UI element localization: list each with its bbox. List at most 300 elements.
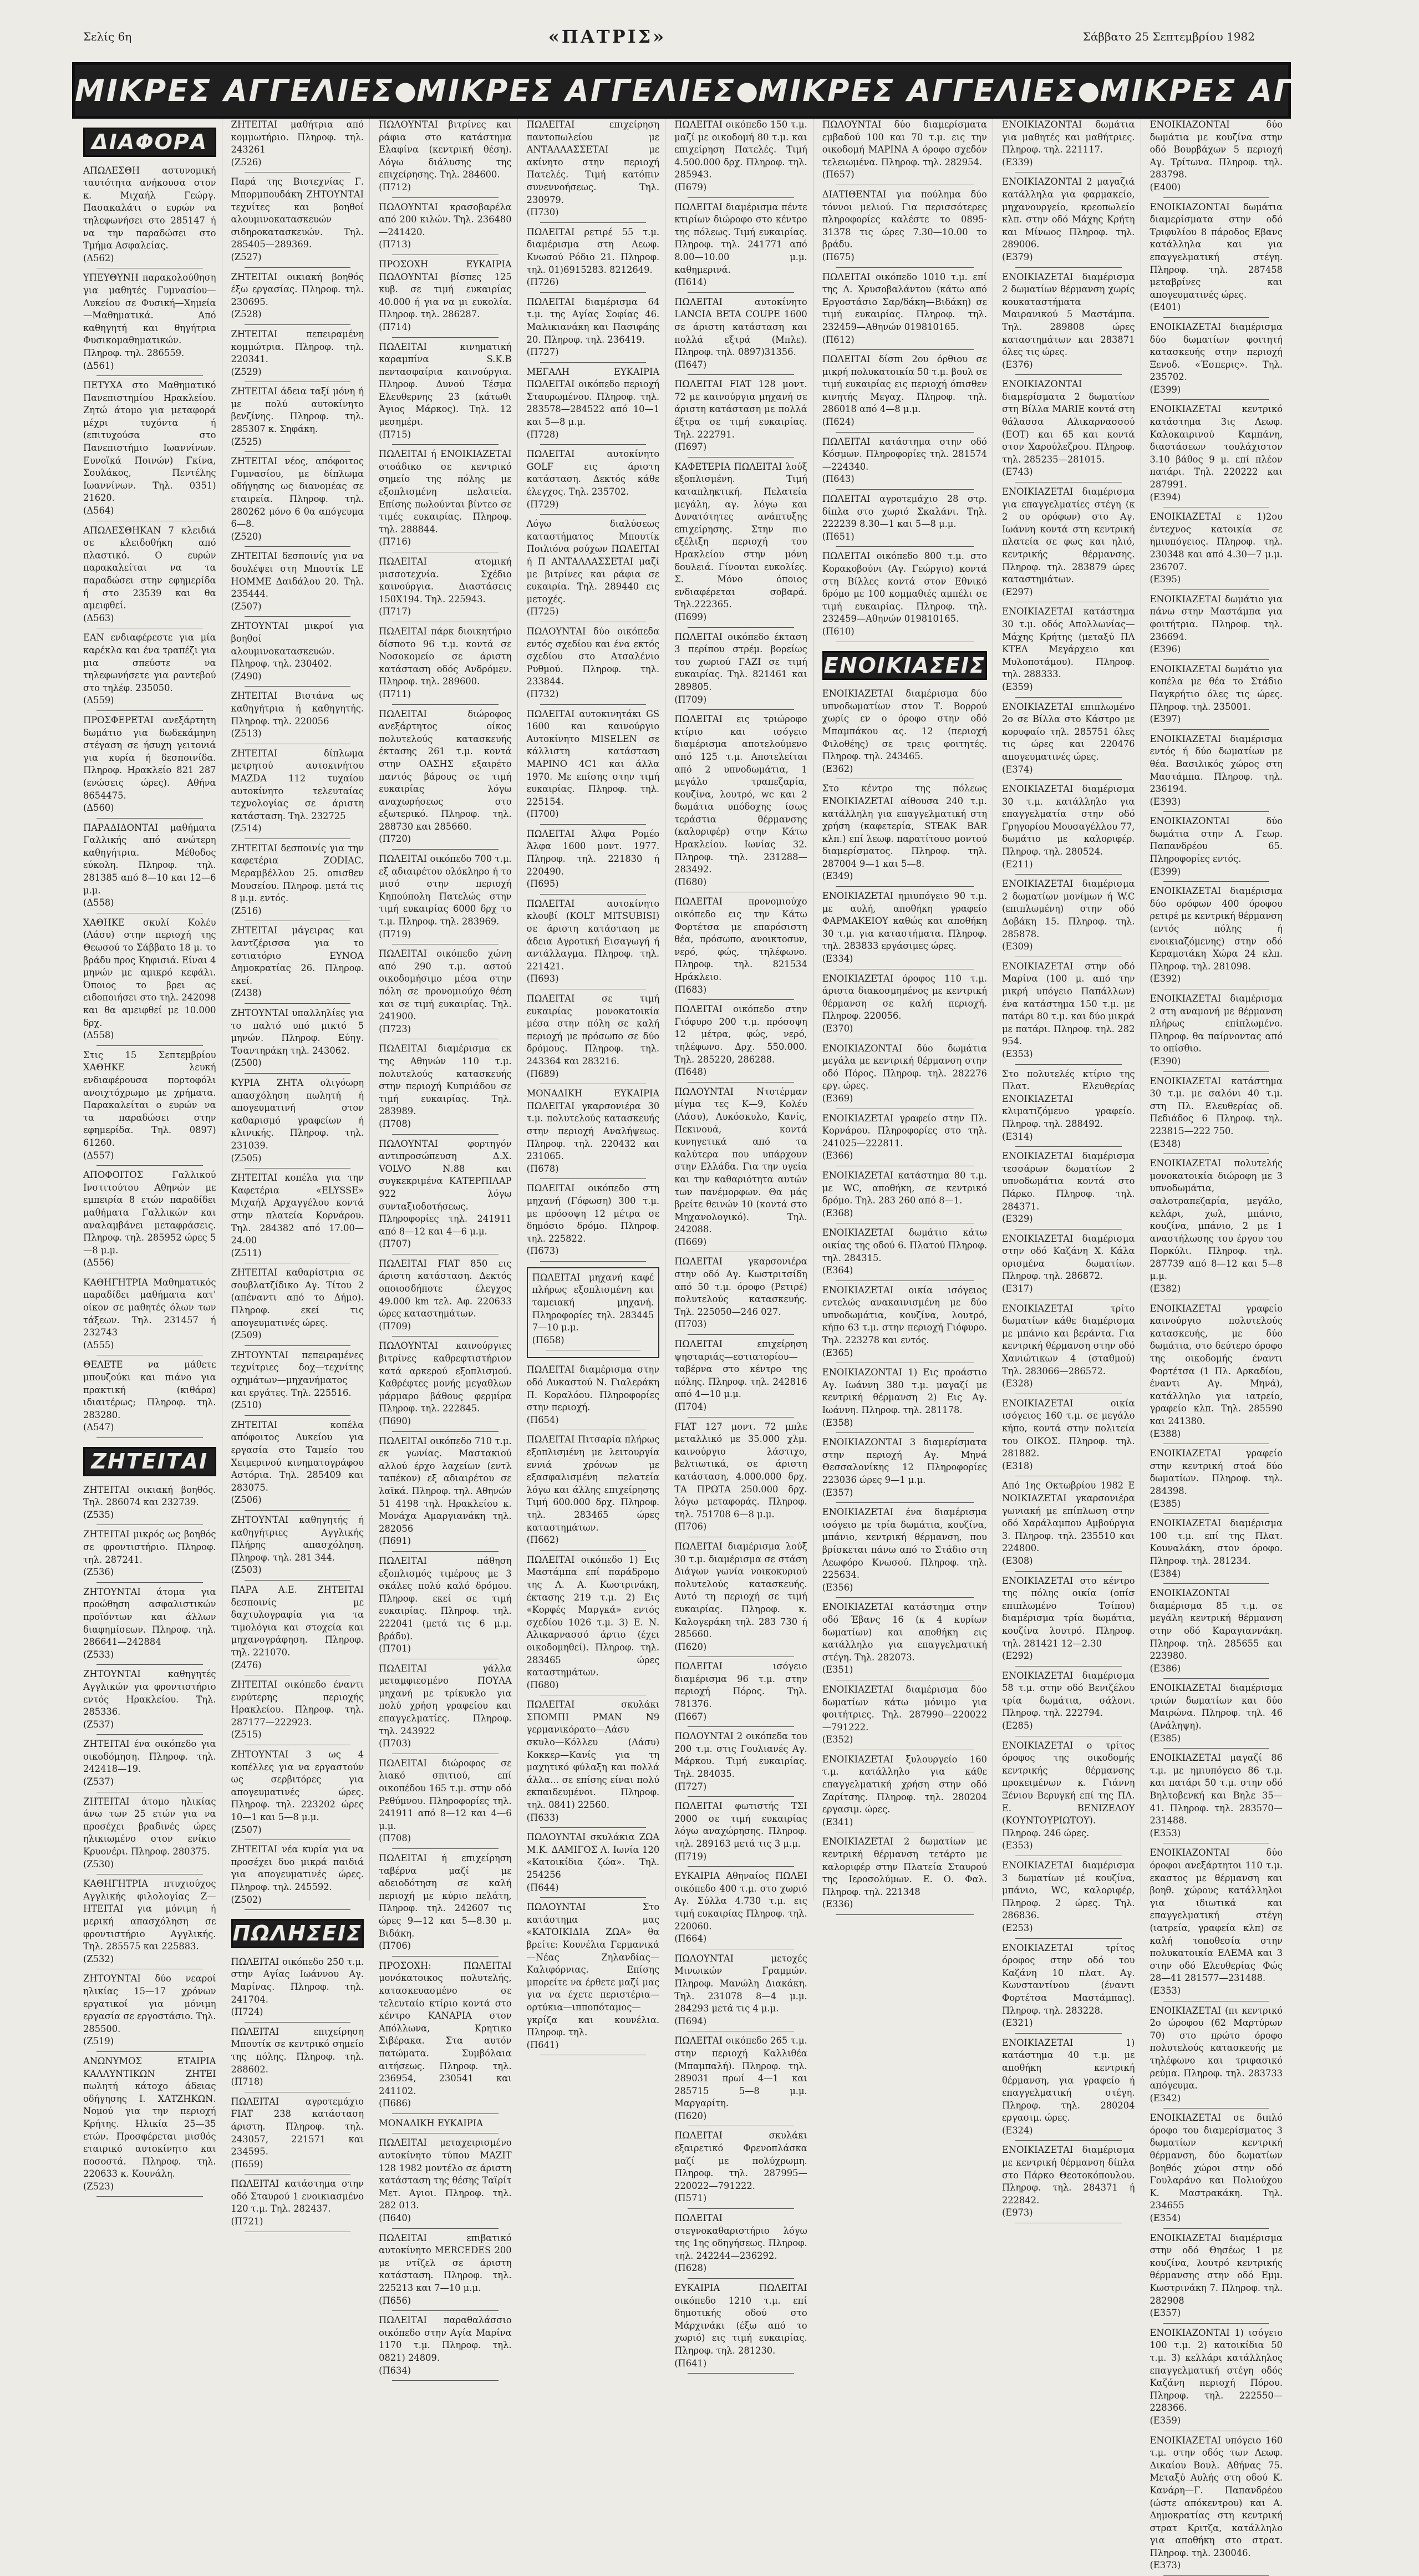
ad-code: (Ε400) bbox=[1150, 181, 1181, 192]
ad-divider bbox=[1163, 1678, 1270, 1679]
classified-ad bbox=[83, 1973, 216, 2052]
ad-text: ΖΗΤΟΥΝΤΑΙ άτομα για προώθηση ασφαλιστικών προϊόντων και άλλων διαφημίσεων. Πληροφ. τηλ. 286641—242884 bbox=[83, 1586, 216, 1648]
ad-code: (Ε366) bbox=[822, 1150, 853, 1161]
ad-text: ΠΩΛΕΙΤΑΙ διώροφος ανεξάρτητος οίκος πολυτελούς κατασκευής έκτασης 261 τ.μ. κοντά στην ΟΑΣΗΣ εξαιρέτο παντός βάρους σε τιμή ευκαιρίας λόγω αναχωρήσεως στο εξωτερικό. Πληροφ. τηλ. 288730 και 285660. bbox=[379, 708, 512, 832]
ad-text: ΚΑΘΗΓΗΤΡΙΑ πτυχιούχος Αγγλικής φιλολογίας Ζ—ΗΤΕΙΤΑΙ για μόνιμη ή μερική απασχόληση σε φροντιστήριο Αγγλικής. Τηλ. 285575 και 225883. bbox=[83, 1878, 216, 1952]
ad-code: (Ζ515) bbox=[231, 1729, 262, 1740]
classified-ad bbox=[1150, 2232, 1283, 2324]
ad-code: (Ε353) bbox=[1001, 1840, 1033, 1851]
ad-text: ΜΟΝΑΔΙΚΗ ΕΥΚΑΙΡΙΑ bbox=[379, 2117, 483, 2128]
classified-ad bbox=[379, 1663, 512, 1754]
ad-divider bbox=[392, 1431, 499, 1432]
ad-code: (Π654) bbox=[526, 1414, 559, 1425]
ad-code: (Ζ516) bbox=[231, 905, 262, 916]
ad-text: ΕΝΟΙΚΙΑΖΕΤΑΙ τρίτος όροφος στην οδό του Καζάνη 10 πλατ. Αγ. Κωνσταντίνου (έναντι Φορτέτσα Μαστάμπας). Πληροφ. τηλ. 283228. bbox=[1001, 1942, 1135, 2016]
ad-divider bbox=[836, 886, 974, 887]
classified-ad bbox=[83, 714, 216, 819]
ad-code: (Ε388) bbox=[1150, 1428, 1181, 1439]
ad-divider bbox=[688, 292, 794, 293]
classified-ad bbox=[674, 2212, 807, 2279]
classified-ad bbox=[379, 708, 512, 850]
ad-text: ΘΕΛΕΤΕ να μάθετε μπουζούκι και πιάνο για πρακτική (κιθάρα) ιδιαιτέρως; Πληροφ. τηλ. 283280. bbox=[83, 1359, 216, 1420]
classified-ad bbox=[231, 328, 364, 382]
classified-ad bbox=[83, 1169, 216, 1273]
ad-code: (Π707) bbox=[379, 1238, 411, 1249]
classified-ad bbox=[527, 898, 660, 989]
ad-code: (Ε351) bbox=[822, 1664, 853, 1675]
ad-code: (Δ558) bbox=[83, 897, 114, 908]
classified-ad bbox=[83, 917, 216, 1046]
section-heading: ΖΗΤΕΙΤΑΙ bbox=[83, 1447, 216, 1476]
classified-ad bbox=[822, 1836, 987, 1915]
ad-code: (Π689) bbox=[526, 1068, 559, 1079]
ad-divider bbox=[245, 1510, 351, 1511]
classified-ad bbox=[822, 1170, 987, 1223]
banner-title: ΜΙΚΡΕΣ ΑΓΓΕΛΙΕΣ bbox=[758, 73, 1078, 108]
classified-ad bbox=[83, 1484, 216, 1526]
ad-divider bbox=[688, 374, 794, 375]
ad-code: (Ε341) bbox=[822, 1816, 853, 1827]
ad-code: (Ζ537) bbox=[83, 1719, 114, 1730]
ad-text: ΠΩΛΕΙΤΑΙ κινηματική καραμπίνα S.K.B πεντασφαίρια καινούργια. Πληροφ. Δυνού Τέσμα Ελευθερνης 23 (κάτωθι Άγιος Μάρκος). Τηλ. 12 μεσημέρι. bbox=[379, 341, 512, 428]
ad-text: ΥΠΕΥΘΥΝΗ παρακολούθηση για μαθητές Γυμνασίου—Λυκείου σε Φυσική—Χημεία—Μαθηματικά. Από καθηγητή και θηγήτρια Φυσικομαθηματικών. Πληροφ. τηλ. 286559. bbox=[83, 272, 216, 358]
ad-code: (Ε309) bbox=[1001, 941, 1033, 952]
classified-ad bbox=[822, 973, 987, 1039]
ad-code: (Π680) bbox=[674, 876, 707, 887]
ad-text: ΠΩΛΕΙΤΑΙ σκυλάκι ΣΠΟΜΠΙ PMAN Ν9 γερμανικόρατο—Λάσυ σκυλο—Κόλλευ (Λάσυ) Κοκκερ—Κανίς για τη μαχητικό φύλαξη και πολλά άλλα... σε επίσης είναι πολύ εκπαιδευμένοι. Πληροφ. τηλ. 0841) 22560. bbox=[526, 1699, 660, 1811]
classified-ad bbox=[822, 550, 987, 642]
ad-text: ΠΩΛΕΙΤΑΙ οικόπεδο 800 τ.μ. στο Κορακοβούνι (Αγ. Γεώργιο) κοντά στη Βίλλες κοντά στον Εθνικό δρόμο με 100 κομμαθιές αμπέλι σε τιμή ευκαιρίας. Πληροφ. τηλ. 232459—Αθηνών 019810165. bbox=[822, 551, 987, 624]
classified-ad bbox=[83, 1049, 216, 1166]
ad-text: ΕΝΟΙΚΙΑΖΕΤΑΙ επιπλωμένο 2ο σε Βίλλα στο Κάστρο με κορυφαίο τηλ. 285751 όλες τις ώρες και 220476 απογευματινές ώρες. bbox=[1001, 701, 1135, 762]
ad-code: (Ε973) bbox=[1001, 2207, 1033, 2218]
ad-text: ΖΗΤΕΙΤΑΙ Βιστάνα ως καθηγήτρια ή καθηγητής. Πληροφ. τηλ. 220056 bbox=[231, 690, 364, 726]
classified-ad bbox=[527, 226, 660, 293]
classified-ad bbox=[1002, 2037, 1135, 2141]
ad-code: (Π706) bbox=[379, 1940, 411, 1952]
ad-code: (Π571) bbox=[674, 2193, 707, 2204]
ad-code: (Δ557) bbox=[83, 1150, 114, 1161]
ad-code: (Ε352) bbox=[822, 1734, 853, 1745]
classified-ad bbox=[1150, 119, 1283, 198]
ad-code: (Π634) bbox=[379, 2365, 411, 2376]
classified-ad bbox=[379, 201, 512, 255]
classified-ad bbox=[1002, 1575, 1135, 1666]
ad-text: ΕΝΟΙΚΙΑΖΕΤΑΙ διαμέρισμα 2 στη αναμονή με θέρμανση πλήρως επίπλωμένο. Πληροφ. θα παίρνοντας από το οπίσθιο. bbox=[1150, 993, 1283, 1054]
classified-ad bbox=[822, 1754, 987, 1833]
ad-divider bbox=[540, 894, 647, 895]
ad-code: (Ε386) bbox=[1150, 1663, 1181, 1674]
ad-code: (Ε354) bbox=[1150, 2213, 1181, 2224]
classified-ad bbox=[231, 1514, 364, 1581]
ad-code: (Π695) bbox=[526, 878, 559, 890]
ad-code: (Ε357) bbox=[1150, 2308, 1181, 2319]
ad-text: ΕΝΟΙΚΙΑΖΕΤΑΙ ένα διαμέρισμα ισόγειο με τρία δωμάτια, κουζίνα, μπάνιο, κεντρική θέρμανση, που βρίσκεται πάνω από το Στάδιο στη Λεωφόρο Κνωσού. Πληροφ. τηλ. 225634. bbox=[822, 1507, 987, 1581]
ad-code: (Π706) bbox=[674, 1521, 707, 1532]
classified-ad bbox=[1150, 1075, 1283, 1155]
ad-code: (Ε292) bbox=[1001, 1650, 1033, 1662]
ad-text: ΕΝΟΙΚΙΑΖΕΤΑΙ κεντρικό κατάστημα 3ις Λεωφ. Καλοκαιρινού Καμπάνη, διαστάσεων τουλάχιστον 3.10 βάθος 9 μ. επί πλέον πατάρι. Τηλ. 220222 και 287991. bbox=[1150, 404, 1283, 490]
ad-column bbox=[674, 119, 813, 2369]
ad-divider bbox=[688, 2208, 794, 2209]
ad-text: ΠΩΛΕΙΤΑΙ επιβατικό αυτοκίνητο MERCEDES 200 με ντίζελ σε άριστη κατάσταση. Πληροφ. τηλ. 225213 και 7—10 μ.μ. bbox=[379, 2232, 512, 2293]
ad-text: ΠΩΛΕΙΤΑΙ επιχείρηση παντοπωλείου με ΑΝΤΑΛΛΑΣΣΕΤΑΙ με ακίνητο στην περιοχή Πατελές. Τιμή κατόπιν συνεννοήσεως. Τηλ. 230979. bbox=[526, 119, 660, 205]
ad-text: ΖΗΤΕΙΤΑΙ οικιακή βοηθός έξω εργασίας. Πληροφ. τηλ. 230695. bbox=[231, 271, 364, 307]
classified-ad bbox=[379, 1258, 512, 1337]
ad-text: ΕΝΟΙΚΙΑΖΕΤΑΙ μαγαζί 86 τ.μ. με ημιυπόγειο 86 τ.μ. και πατάρι 50 τ.μ. στην οδό Βηλτοβενκή και Βηλε 35—41. Πληροφ. τηλ. 283570—231488. bbox=[1150, 1752, 1283, 1826]
ad-code: (Π715) bbox=[379, 429, 411, 440]
ad-code: (Ζ533) bbox=[83, 1649, 114, 1660]
classified-ad bbox=[379, 1555, 512, 1659]
ad-code: (Ε385) bbox=[1150, 1498, 1181, 1509]
classified-ad bbox=[1002, 783, 1135, 875]
ad-code: (Π719) bbox=[379, 928, 411, 939]
ad-text: ΕΝΟΙΚΙΑΖΟΝΤΑΙ δύο δωμάτια στην Λ. Γεωρ. Παπανδρέου 65. Πληροφορίες εντός. bbox=[1150, 816, 1283, 865]
ad-text: ΕΝΟΙΚΙΑΖΕΤΑΙ διαμέρισμα 100 τ.μ. επί της Πλατ. Κουναλάκη, στον όροφο. Πληροφ. τηλ. 281234. bbox=[1150, 1518, 1283, 1566]
ad-code: (Ε324) bbox=[1001, 2125, 1033, 2136]
ad-divider bbox=[245, 1415, 351, 1416]
ad-code: (Π720) bbox=[379, 834, 411, 845]
ad-divider bbox=[688, 1866, 794, 1867]
ad-divider bbox=[540, 1897, 647, 1898]
classified-ad bbox=[1150, 1157, 1283, 1299]
ad-divider bbox=[96, 1734, 203, 1735]
ad-divider bbox=[392, 337, 499, 338]
ad-text: ΕΥΚΑΙΡΙΑ ΠΩΛΕΙΤΑΙ οικόπεδο 1210 τ.μ. επί δημοτικής οδού στο Μάρχινάκι (έξω από το χωριό) εις τιμή ευκαιρίας. Πληροφ. τηλ. 281230. bbox=[674, 2283, 807, 2356]
ad-text: ΕΝΟΙΚΙΑΖΕΤΑΙ δωμάτιο κάτω οικίας της οδού 6. Πλατού Πληροφ. τηλ. 284315. bbox=[822, 1227, 987, 1263]
ad-text: ΕΝΟΙΚΙΑΖΕΤΑΙ διαμέρισμα 2 δωματίων θέρμανση χωρίς κουκαταστήματα Μαιρανικού 5 Μαστάμπα. Τηλ. 289808 ώρες καταστημάτων και 283871 όλες τις ώρες. bbox=[1001, 271, 1135, 358]
ad-text: ΖΗΤΕΙΤΑΙ δεσποινίς για την καφετέρια ZODIAC. Μεραμβέλλου 25. οπισθεν Μουσείου. Πληροφ. μετά τις 8 μ.μ. εντός. bbox=[231, 842, 364, 904]
ad-divider bbox=[245, 267, 351, 268]
ad-divider bbox=[392, 1134, 499, 1135]
classified-ad bbox=[379, 2117, 512, 2134]
ad-text: ΠΩΛΕΙΤΑΙ οικόπεδο 1) Εις Μαστάμπα επί παράδρομο της Λ. Α. Κωστρινάκη, έκτασης 219 τ.μ. 2) Εις «Κορφές Μαργκά» εντός σχεδίου 1026 τ.μ. 3) Ε. Ν. Αλικαρνασσό άρτιο (έχει οικοδομηθεί). Πληροφ. τηλ. 283465 ώρες καταστημάτων. bbox=[526, 1554, 660, 1678]
ad-code: (Π723) bbox=[379, 1023, 411, 1034]
ad-text: ΖΗΤΕΙΤΑΙ οικιακή βοηθός. Τηλ. 286074 και 232739. bbox=[83, 1484, 216, 1508]
classified-ad bbox=[231, 2026, 364, 2092]
ad-divider bbox=[245, 1073, 351, 1074]
classified-ad bbox=[379, 258, 512, 338]
classified-ad bbox=[527, 1699, 660, 1828]
ad-text: ΕΝΟΙΚΙΑΖΕΤΑΙ οικία ισόγειος 160 τ.μ. σε μεγάλο κήπο, κοντά στην πολιτεία του ΟΙΚΟΣ. Πληροφ. τηλ. 281882. bbox=[1001, 1398, 1135, 1459]
ad-code: (Δ556) bbox=[83, 1257, 114, 1268]
ad-column bbox=[1001, 119, 1141, 2218]
classified-ad bbox=[674, 1256, 807, 1335]
ad-text: ΖΗΤΕΙΤΑΙ νέα κυρία για να προσέχει δυο μικρά παιδιά για απογευματινές ώρες. Πληροφ. τηλ. 245592. bbox=[231, 1844, 364, 1892]
ad-text: ΕΝΟΙΚΙΑΖΕΤΑΙ διαμέρισμα εντός ή δύο δωματίων με θέα. Βασιλικός χώρος στη Μαστάμπα. Πληροφ. τηλ. 236194. bbox=[1150, 733, 1283, 795]
ad-divider bbox=[245, 324, 351, 325]
ad-code: (Ζ507) bbox=[231, 1824, 262, 1835]
ad-code: (Δ547) bbox=[83, 1422, 114, 1433]
ad-code: (Π725) bbox=[526, 606, 559, 617]
ad-code: (Π708) bbox=[379, 1833, 411, 1844]
ad-text: Λόγω διαλύσεως καταστήματος Μπουτίκ Ποιλιόνα ρούχων ΠΩΛΕΙΤΑΙ ή Π ΑΝΤΑΛΛΑΣΣΕΤΑΙ μαζί με βιτρίνες και ράφια σε ευκαιρία. Τηλ. 289440 εις μετοχές. bbox=[526, 519, 660, 604]
ad-code: (Ε359) bbox=[1150, 2415, 1181, 2426]
ad-code: (Ε336) bbox=[822, 1899, 853, 1910]
ad-divider bbox=[1163, 2228, 1270, 2229]
classified-ad bbox=[1150, 403, 1283, 507]
ad-text: ΠΩΛΕΙΤΑΙ αυτοκίνητο GOLF εις άριστη κατάσταση. Δεκτός κάθε έλεγχος. Τηλ. 235702. bbox=[526, 449, 660, 497]
ad-code: (Π699) bbox=[674, 611, 707, 622]
ad-text: ΠΩΛΕΙΤΑΙ διώροφος σε λιακό σπιτιού, επί οικοπέδου 165 τ.μ. στην οδό Ρεθύμνου. Πληροφορίες τηλ. 241911 από 8—12 και 4—6 μ.μ. bbox=[379, 1757, 512, 1831]
ad-text: ΕΝΟΙΚΙΑΖΕΤΑΙ διαμέρισμα με κεντρική θέρμανση δίπλα στο Πάρκο Θεοτοκόπουλου. Πληροφ. τηλ. 284371 ή 222842. bbox=[1001, 2145, 1135, 2206]
ad-text: ΕΝΟΙΚΙΑΖΕΤΑΙ στο κέντρο της πόλης οικία (οπίσ επιπλωμένο Τσίπου) διαμέρισμα τρία δωμάτια, κουζίνα λουτρό. Πληροφ. τηλ. 281421 12—2.30 bbox=[1001, 1575, 1135, 1649]
ad-code: (Ε356) bbox=[822, 1582, 853, 1593]
classified-ad bbox=[527, 828, 660, 895]
ad-divider bbox=[392, 2228, 499, 2229]
classified-ad bbox=[1002, 961, 1135, 1065]
ad-text: Στο κέντρο της πόλεως ΕΝΟΙΚΙΑΖΕΤΑΙ αίθουσα 240 τ.μ. κατάλληλη για επαγγελματική στη χρήση (καφετερία, STEAK BAR κλπ.) επί λεωφ. παρατίτουσ μοντού διαμερίσματος. Πληροφ. τηλ. 287004 9—1 και 5—8. bbox=[822, 783, 987, 869]
ad-code: (Π640) bbox=[379, 2213, 411, 2224]
ad-divider bbox=[96, 1165, 203, 1166]
ad-column bbox=[1150, 119, 1289, 2571]
classified-ad bbox=[674, 1870, 807, 1949]
classified-ad bbox=[674, 631, 807, 710]
ad-code: (Π711) bbox=[379, 688, 411, 699]
classified-ad bbox=[231, 385, 364, 452]
ad-text: ΖΗΤΕΙΤΑΙ οικόπεδο έναντι ευρύτερης περιοχής Ηρακλείου. Πληροφ. τηλ. 287177—222923. bbox=[231, 1679, 364, 1728]
ad-divider bbox=[540, 444, 647, 445]
classified-ad bbox=[1150, 1847, 1283, 2001]
ad-code: (Π686) bbox=[379, 2098, 411, 2109]
ad-text: ΕΝΟΙΚΙΑΖΟΝΤΑΙ δωμάτια διαμερίσματα στην οδό Τριφυλίου 8 πάροδος Εβανς κατάλληλα και για επαγγελματική στέγη. Πληροφ. τηλ. 287458 μεταβρίνες και απογευματινές ώρες. bbox=[1150, 201, 1283, 300]
classified-ad bbox=[527, 708, 660, 825]
ad-text: ΚΑΦΕΤΕΡΙΑ ΠΩΛΕΙΤΑΙ λούξ εξοπλισμένη. Τιμή καταπληκτική. Πελατεία μεγάλη, αγ. λόγω και Δυνατότητες ανάπτυξης επιχείρησης. Στην πιο εξέλιξη περιοχή του Ηρακλείου στην μόνη δουλειά. Γίνονται ευκολίες. Σ. Μόνο όποιος ενδιαφέρεται σοβαρά. Τηλ.222365. bbox=[674, 461, 807, 610]
ad-code: (Ζ530) bbox=[83, 1858, 114, 1869]
classified-ad bbox=[231, 1749, 364, 1840]
ad-text: ΠΩΛΕΙΤΑΙ αυτοκίνητο κλουβί (KOLT MITSUBISI) σε άριστη κατάσταση με άδεια Αγροτική Εισαγωγή ή αντάλλαγμα. Πληροφ. τηλ. 221421. bbox=[526, 898, 660, 972]
ad-text: ΖΗΤΟΥΝΤΑΙ 3 ως 4 κοπέλλες για να εργαστούν ως σερβιτόρες για απογευματινές ώρες. Πληροφ. τηλ. 223202 ώρες 10—1 και 5—8 μ.μ. bbox=[231, 1749, 364, 1823]
ad-text: ΠΩΛΕΙΤΑΙ γάλλα μεταμφιεσμένο ΠΟΥΛΑ μηχανή με τρίκυκλο για πολύ χρήση γραφείου και επαγγελματίες. Πληροφ. τηλ. 243922 bbox=[379, 1663, 512, 1736]
ad-code: (Π659) bbox=[231, 2158, 263, 2169]
ad-code: (Π719) bbox=[674, 1851, 707, 1862]
classified-ad bbox=[83, 632, 216, 711]
ad-code: (Ε353) bbox=[1150, 1827, 1181, 1838]
ad-columns bbox=[83, 119, 1288, 2571]
classified-ad bbox=[1002, 1859, 1135, 1939]
ad-text: ΕΝΟΙΚΙΑΖΕΤΑΙ γραφείο στην Πλ. Κορνάρου. Πληροφορίες στο τηλ. 241025—222811. bbox=[822, 1112, 987, 1149]
ad-text: ΠΩΛΕΙΤΑΙ FIAT 128 μοντ. 72 με καινούργια μηχανή σε άριστη κατάσταση με πολλά έξτρα σε τιμή ευκαιρίας. Τηλ. 222791. bbox=[674, 379, 807, 440]
ad-text: ΕΝΟΙΚΙΑΖΕΤΑΙ ξυλουργείο 160 τ.μ. κατάλληλο για κάθε επαγγελματική χρήση στην οδό Ζαρίτσης. Πληροφ. τηλ. 280204 εργασιμ. ώρες. bbox=[822, 1754, 987, 1815]
classified-ad bbox=[527, 1182, 660, 1262]
ad-divider bbox=[1015, 874, 1122, 875]
ad-divider bbox=[1015, 2033, 1122, 2034]
ad-code: (Ζ523) bbox=[83, 2181, 114, 2192]
ad-code: (Ε399) bbox=[1150, 384, 1181, 395]
classified-ad bbox=[674, 201, 807, 293]
classified-ad bbox=[822, 436, 987, 490]
ad-code: (Π673) bbox=[526, 1246, 559, 1257]
ad-code: (Π709) bbox=[674, 694, 707, 705]
ad-code: (Ε353) bbox=[1150, 1985, 1181, 1996]
ad-text: ΖΗΤΕΙΤΑΙ ένα οικόπεδο για οικοδόμηση. Πληροφ. τηλ. 242418—19. bbox=[83, 1739, 216, 1775]
classified-ad bbox=[822, 1684, 987, 1750]
ad-text: ΠΩΛΟΥΝΤΑΙ καινούργιες βιτρίνες καθρεφτιστήριον κατά αρκερού εξοπλισμού. Καθρέφτες μονής μεγαθλων μάρμαρο βάθους φερμίρα Πληροφ. τηλ. 222845. bbox=[379, 1340, 512, 1414]
ad-text: ΠΩΛΕΙΤΑΙ Άλφα Ρομέο Άλφα 1600 μοντ. 1977. Πληροφ. τηλ. 221830 ή 220490. bbox=[526, 828, 660, 877]
ad-divider bbox=[836, 546, 974, 547]
ad-code: (Ε318) bbox=[1001, 1460, 1033, 1471]
ad-text: ΠΩΛΟΥΝΤΑΙ Στο κατάστημα μας «ΚΑΤΟΙΚΙΔΙΑ ΖΩΑ» θα βρείτε: Κουνέλια Γερμανικά—Νέας Ζηλανδίας—Καλιφόρνιας. Επίσης μπορείτε να έρθετε μαζί μας για να έχετε περιστέρια—ορτύκια—ιπποπόταμος—γκρίζα και κουνέλια. Πληροφ. τηλ. bbox=[526, 1902, 660, 2038]
ad-code: (Δ564) bbox=[83, 505, 114, 516]
section-heading: ΕΝΟΙΚΙΑΣΕΙΣ bbox=[822, 651, 987, 680]
ad-divider bbox=[392, 197, 499, 198]
ad-text: ΕΝΟΙΚΙΑΖΕΤΑΙ στην οδό Μαρίνα (100 μ. από την μικρή υπόγειο Παπάλλων) ένα κατάστημα 150 τ.μ. με πατάρι 80 τ.μ. και δύο μικρά με πατάρι. Πληροφ. τηλ. 282 954. bbox=[1001, 961, 1135, 1047]
ad-text: ΠΑΡΑ Α.Ε. ΖΗΤΕΙΤΑΙ δεσποινίς με δαχτυλογραφία για τα τιμολόγια και στοχεία και μηχανογράφηση. Πληροφ. τηλ. 221070. bbox=[231, 1584, 364, 1658]
classified-ad bbox=[1002, 119, 1135, 172]
ad-text: ΚΥΡΙΑ ΖΗΤΑ ολιγόωρη απασχόληση πωλητή ή απογευματινή στον καθαρισμό γραφείων ή κλινικής. Πληροφ. τηλ. 231039. bbox=[231, 1077, 364, 1151]
ad-code: (Ε365) bbox=[822, 1347, 853, 1358]
page-number: Σελίς 6η bbox=[83, 30, 132, 43]
ad-text: ΠΩΛΕΙΤΑΙ αγροτεμάχιο 28 στρ. δίπλα στο χωριό Σκαλάνι. Τηλ. 222239 8.30—1 και 5—8 μ.μ. bbox=[822, 494, 987, 530]
ad-text: ΠΩΛΕΙΤΑΙ Πιτσαρία πλήρως εξοπλισμένη με λειτουργία εννιά χρόνων με εξασφαλισμένη πελατεία λόγω και άλλης επιχείρησης Τιμή 600.000 δρχ. Πληροφ. τηλ. 283465 ώρες καταστημάτων. bbox=[526, 1434, 660, 1533]
ad-code: (Π727) bbox=[674, 1781, 707, 1792]
ad-text: ΕΝΟΙΚΙΑΖΕΤΑΙ κατάστημα 80 τ.μ. με WC, αποθήκη, σε κεντρικό δρόμο. Τηλ. 283 260 από 8—1. bbox=[822, 1170, 987, 1206]
ad-text: ΕΝΟΙΚΙΑΖΟΝΤΑΙ 2 μαγαζιά κατάλληλα για φαρμακείο, μηχανουργείο, κρεοπωλείο κλπ. στην οδό Μάχης Κρήτη και Μίνωος Πληροφ. τηλ. 289006. bbox=[1001, 176, 1135, 250]
ad-code: (Π721) bbox=[231, 2216, 263, 2227]
ad-divider bbox=[392, 2113, 499, 2114]
ad-text: ΠΩΛΟΥΝΤΑΙ βιτρίνες και ράφια στο κατάστημα Ελαφίνα (κεντρική θέση). Λόγω διάλυσης της επιχείρησης. Τηλ. 284600. bbox=[379, 119, 512, 180]
ad-divider bbox=[540, 824, 647, 825]
classified-ad bbox=[674, 1338, 807, 1417]
ad-text: ΠΩΛΕΙΤΑΙ στεγνοκαθαριστήριο λόγω της 1ης οδηγήσεως. Πληροφ. τηλ. 242244—236292. bbox=[674, 2213, 807, 2261]
ad-code: (Ε390) bbox=[1150, 1055, 1181, 1066]
ad-code: (Ε211) bbox=[1001, 858, 1033, 870]
classified-ad bbox=[822, 353, 987, 433]
classified-ad bbox=[1150, 201, 1283, 318]
ad-text: ΠΩΛΟΥΝΤΑΙ φορτηγόν αντιπροσώπευση Δ.Χ. VOLVO Ν.88 και συγκεκριμένα ΚΑΤΕΡΠΙΛΑΡ 922 λόγω συνταξιοδοτήσεως. Πληροφορίες τηλ. 241911 από 8—12 και 4—6 μ.μ. bbox=[379, 1138, 512, 1237]
ad-text: ΠΩΛΕΙΤΑΙ οικόπεδο στη μηχανή (Γόφωση) 300 τ.μ. με πρόσοψη 12 μέτρα σε δημόσιο δρόμο. Πληροφ. τηλ. 225822. bbox=[526, 1183, 660, 1244]
ad-text: ΠΩΛΕΙΤΑΙ παραθαλάσσιο οικόπεδο στην Αγία Μαρίνα 1170 τ.μ. Πληροφ. τηλ. 0821) 24809. bbox=[379, 2315, 512, 2363]
ad-text: ΕΝΟΙΚΙΑΖΕΤΑΙ τρίτο δωματίων κάθε διαμέρισμα με μπάνιο και βεράντα. Για κεντρική θέρμανση στην οδό Χανιώτικων 4 (σταθμού) Τηλ. 283066—286572. bbox=[1001, 1303, 1135, 1376]
ad-code: (Δ563) bbox=[83, 612, 114, 623]
classified-ad bbox=[83, 165, 216, 269]
ad-divider bbox=[245, 2022, 351, 2023]
ad-divider bbox=[392, 1956, 499, 1957]
ad-code: (Π644) bbox=[526, 1882, 559, 1893]
ad-text: FIAT 127 μοντ. 72 μπλε μεταλλικό με 35.000 χλμ. καινούργιο λάστιχο, βελτιωτικά, σε άριστη κατάσταση, 4.000.000 δρχ. ΤΑ ΠΡΩΤΑ 250.000 δρχ. λόγω μεταφοράς. Πληροφ. τηλ. 751708 6—8 μ.μ. bbox=[674, 1421, 807, 1520]
classified-ad bbox=[379, 341, 512, 445]
ad-text: ΕΝΟΙΚΙΑΖΕΤΑΙ διαμέρισμα στην οδό Καζάνη Χ. Κάλα ορισμένα δωματίων. Πληροφ. τηλ. 286872. bbox=[1001, 1233, 1135, 1282]
classified-ad bbox=[1002, 378, 1135, 482]
ad-text: ΠΩΛΟΥΝΤΑΙ μετοχές Μινωικών Γραμμών. Πληροφ. Μανώλη Διακάκη. Τηλ. 231078 8—4 μ.μ. 284293 μετά τις 4 μ.μ. bbox=[674, 1953, 807, 2014]
classified-ad bbox=[674, 378, 807, 458]
ad-code: (Π729) bbox=[526, 499, 559, 510]
ad-text: ΠΩΛΕΙΤΑΙ ισόγειο διαμέρισμα 96 τ.μ. στην περιοχή Πόρος. Τηλ. 781376. bbox=[674, 1661, 807, 1710]
ad-code: (Ε329) bbox=[1001, 1213, 1033, 1225]
ad-column bbox=[231, 119, 370, 2227]
ad-code: (Ζ526) bbox=[231, 156, 262, 167]
ad-code: (Π709) bbox=[379, 1320, 411, 1332]
ad-code: (Π697) bbox=[674, 441, 707, 453]
ad-text: ΑΠΟΦΟΙΤΟΣ Γαλλικού Ινστιτούτου Αθηνών με εμπειρία 8 ετών παραδίδει μαθήματα Γαλλικών και αναλαμβάνει μεταφράσεις. Πληροφ. τηλ. 285952 ώρες 5—8 μ.μ. bbox=[83, 1170, 216, 1256]
ad-code: (Π703) bbox=[674, 1319, 707, 1330]
classified-ad bbox=[822, 493, 987, 547]
ad-divider bbox=[245, 451, 351, 452]
classified-ad bbox=[674, 2130, 807, 2209]
classified-ad bbox=[1002, 486, 1135, 602]
classified-ad bbox=[231, 1077, 364, 1168]
ad-divider bbox=[245, 546, 351, 547]
classified-ad bbox=[379, 2314, 512, 2381]
ad-divider bbox=[540, 1178, 647, 1179]
ad-text: ΠΩΛΟΥΝΤΑΙ δύο οικόπεδα εντός σχεδίου και ένα εκτός σχεδίου στο Ατσαλένιο Ρυθμού. Πληροφ. τηλ. 233844. bbox=[526, 626, 660, 687]
ad-code: (Ζ514) bbox=[231, 823, 262, 834]
ad-code: (Δ559) bbox=[83, 695, 114, 706]
classified-ad bbox=[379, 1960, 512, 2114]
ad-code: (Π724) bbox=[231, 2006, 263, 2018]
ad-text: ΜΕΓΑΛΗ ΕΥΚΑΙΡΙΑ ΠΩΛΕΙΤΑΙ οικόπεδο περιοχή Σταυρωμένου. Πληροφ. τηλ. 283578—284522 από 10—1 και 5—8 μ.μ. bbox=[526, 366, 660, 428]
classified-ad bbox=[674, 1730, 807, 1797]
ad-divider bbox=[836, 432, 974, 433]
classified-ad bbox=[1150, 2327, 1283, 2431]
classified-ad bbox=[1002, 1480, 1135, 1571]
ad-code: (Ζ507) bbox=[231, 601, 262, 612]
classified-ad bbox=[1150, 733, 1283, 812]
ad-text: ΖΗΤΕΙΤΑΙ πεπειραμένη κομμώτρια. Πληροφ. τηλ. 220341. bbox=[231, 328, 364, 365]
classified-ad bbox=[83, 1528, 216, 1582]
ad-text: ΖΗΤΕΙΤΑΙ μικρός ως βοηθός σε φροντιστήριο. Πληροφ. τηλ. 287241. bbox=[83, 1529, 216, 1565]
classified-ad bbox=[83, 1359, 216, 1438]
ad-divider bbox=[1015, 779, 1122, 780]
ad-text: ΠΩΛΕΙΤΑΙ αγροτεμάχιο FIAT 238 κατάσταση άριστη. Πληροφ. τηλ. 243057, 221571 και 234595. bbox=[231, 2096, 364, 2157]
ad-divider bbox=[245, 1909, 351, 1910]
ad-text: ΖΗΤΕΙΤΑΙ μάγειρας και λαντζέρισσα για το εστιατόριο ΕΥΝΟΑ Δημοκρατίας 26. Πληροφ. εκεί. bbox=[231, 925, 364, 986]
ad-divider bbox=[1163, 1748, 1270, 1749]
ad-text: Παρά της Βιοτεχνίας Γ. Μπορμπουδάκη ΖΗΤΟΥΝΤΑΙ τεχνίτες και βοηθοί αλουμινοκατασκευών σιδηροκατασκευών. Τηλ. 285405—289369. bbox=[231, 176, 364, 250]
ad-code: (Π703) bbox=[379, 1738, 411, 1749]
ad-text: ΠΩΛΕΙΤΑΙ πάθηση εξοπλισμός τιμέρους με 3 σκάλες πολύ καλό δρόμου. Πληροφ. εκεί σε τιμή ευκαιρίας. Πληροφ. τηλ. 222041 (μετά τις 6 μ.μ. βράδυ). bbox=[379, 1555, 512, 1642]
classified-ad bbox=[83, 525, 216, 629]
ad-text: ΠΩΛΕΙΤΑΙ διαμέρισμα λούξ 30 τ.μ. διαμέρισμα σε στάση Διάγων γωνία νοικοκυριού πολυτελούς κατασκευής. Αυτό τη περιοχή σε τιμή ευκαιρίας. Πληροφ. κ. Καλογεράκη τηλ. 283 730 ή 285660. bbox=[674, 1541, 807, 1640]
ad-divider bbox=[836, 489, 974, 490]
ad-text: ΖΗΤΕΙΤΑΙ μαθήτρια από κομμωτήριο. Πληροφ. τηλ. 243261 bbox=[231, 119, 364, 155]
ad-code: (Π657) bbox=[822, 169, 855, 180]
ad-text: ΕΝΟΙΚΙΑΖΟΝΤΑΙ 1) ισόγειο 100 τ.μ. 2) κατοικίδια 50 τ.μ. 3) κελλάρι κατάλληλος επαγγελματική στέγη οδός Καζάνη περιοχή Πόρου. Πληροφ. τηλ. 222550—228366. bbox=[1150, 2327, 1283, 2414]
ad-code: (Π694) bbox=[674, 2015, 707, 2026]
classified-ad bbox=[1150, 2435, 1283, 2576]
ad-code: (Ε348) bbox=[1150, 1138, 1181, 1149]
ad-text: ΧΑΘΗΚΕ σκυλί Κολέυ (Λάσυ) στην περιοχή της Θεωσού το Σάββατο 18 μ. το βράδυ προς Κηφισιά. Είναι 4 μηνών με αμικρό κεφάλι. Όποιος το βρει ας ειδοποιήσει στο τηλ. 242098 και θα αμειφθεί με 10.000 δρχ. bbox=[83, 917, 216, 1028]
ad-code: (Π662) bbox=[526, 1535, 559, 1546]
ad-code: (Π612) bbox=[822, 334, 855, 345]
ad-code: (Ζ527) bbox=[231, 251, 262, 262]
ad-text: ΕΝΟΙΚΙΑΖΕΤΑΙ διαμέρισμα στην οδό Θησέως 1 με κουζίνα, λουτρό κεντρικής θέρμανσης στην οδό Εμμ. Κωστρινάκη 7. Πληροφ. τηλ. 282908 bbox=[1150, 2232, 1283, 2306]
ad-text: ΕΝΟΙΚΙΑΖΟΝΤΑΙ δύο δωμάτια μεγάλα με κεντρική θέρμανση στην οδό Πόρος. Πληροφ. τηλ. 282276 εργ. ώρες. bbox=[822, 1043, 987, 1091]
classified-ad bbox=[822, 1506, 987, 1598]
ad-code: (Ζ536) bbox=[83, 1567, 114, 1578]
classified-ad bbox=[231, 1956, 364, 2023]
classified-ad bbox=[231, 1584, 364, 1675]
classified-ad bbox=[1150, 815, 1283, 882]
ad-code: (Ε353) bbox=[1001, 1048, 1033, 1059]
classified-ad bbox=[231, 1267, 364, 1346]
ad-code: (Ε382) bbox=[1150, 1283, 1181, 1294]
ad-divider bbox=[245, 686, 351, 687]
ad-text: ΠΩΛΕΙΤΑΙ προνομιούχο οικόπεδο εις την Κάτω Φορτέτσα με επαρόσιστη θέα, πρόσωπο, ανοικτοσυν, νερό, φώς, τηλέφωνο. Πληροφ. τηλ. 821534 Ηράκλειο. bbox=[674, 896, 807, 982]
ad-text: ΠΩΛΕΙΤΑΙ οικόπεδο χώνη από 290 τ.μ. αστού οικοδομήσιμο μέσα στην πόλη σε προνομιούχο θέση και σε τιμή ευκαιρίας. Τηλ. 241900. bbox=[379, 948, 512, 1022]
ad-text: ΠΡΟΣΦΕΡΕΤΑΙ ανεξάρτητη δωμάτιο για δωδεκάμηνη στέγαση σε ήσυχη γειτονιά για κυρία ή δεσποινίδα. Πληροφ. Ηρακλείο 821 287 (ενώσεις ώρες). Αθήνα 8654475. bbox=[83, 714, 216, 801]
ad-text: ΕΝΟΙΚΙΑΖΟΝΤΑΙ διαμερίσματα 2 δωματίων στη Βίλλα MARIE κοντά στη θάλασσα Αλικαρνασσού (ΕΟΤ) και 65 και κοντά στον Χαρούλεζρου. Πληροφ. τηλ. 285235—281015. bbox=[1001, 379, 1135, 465]
classified-ad bbox=[1002, 1068, 1135, 1147]
classified-ad bbox=[231, 842, 364, 922]
ad-code: (Ε342) bbox=[1150, 2092, 1181, 2104]
ad-divider bbox=[392, 2310, 499, 2311]
classified-ad bbox=[1002, 1670, 1135, 1736]
ad-divider bbox=[245, 616, 351, 617]
ad-divider bbox=[96, 2051, 203, 2052]
ad-text: ΕΝΟΙΚΙΑΖΟΝΤΑΙ δύο όροφοι ανεξάρτητοι 110 τ.μ. εκαστος με θέρμανση και βοηθ. χώρους κατάλληλοι για ιδιωτικά και επαγγελματική στέγη (ιατρεία, γραφεία κλπ) σε καλή τοποθεσία στην πολυκατοικία ΕΛΕΜΑ και 3 στην οδό Ελευθερίας Φώς 28—41 281577—231488. bbox=[1150, 1847, 1283, 1984]
classified-ad bbox=[1002, 1303, 1135, 1394]
